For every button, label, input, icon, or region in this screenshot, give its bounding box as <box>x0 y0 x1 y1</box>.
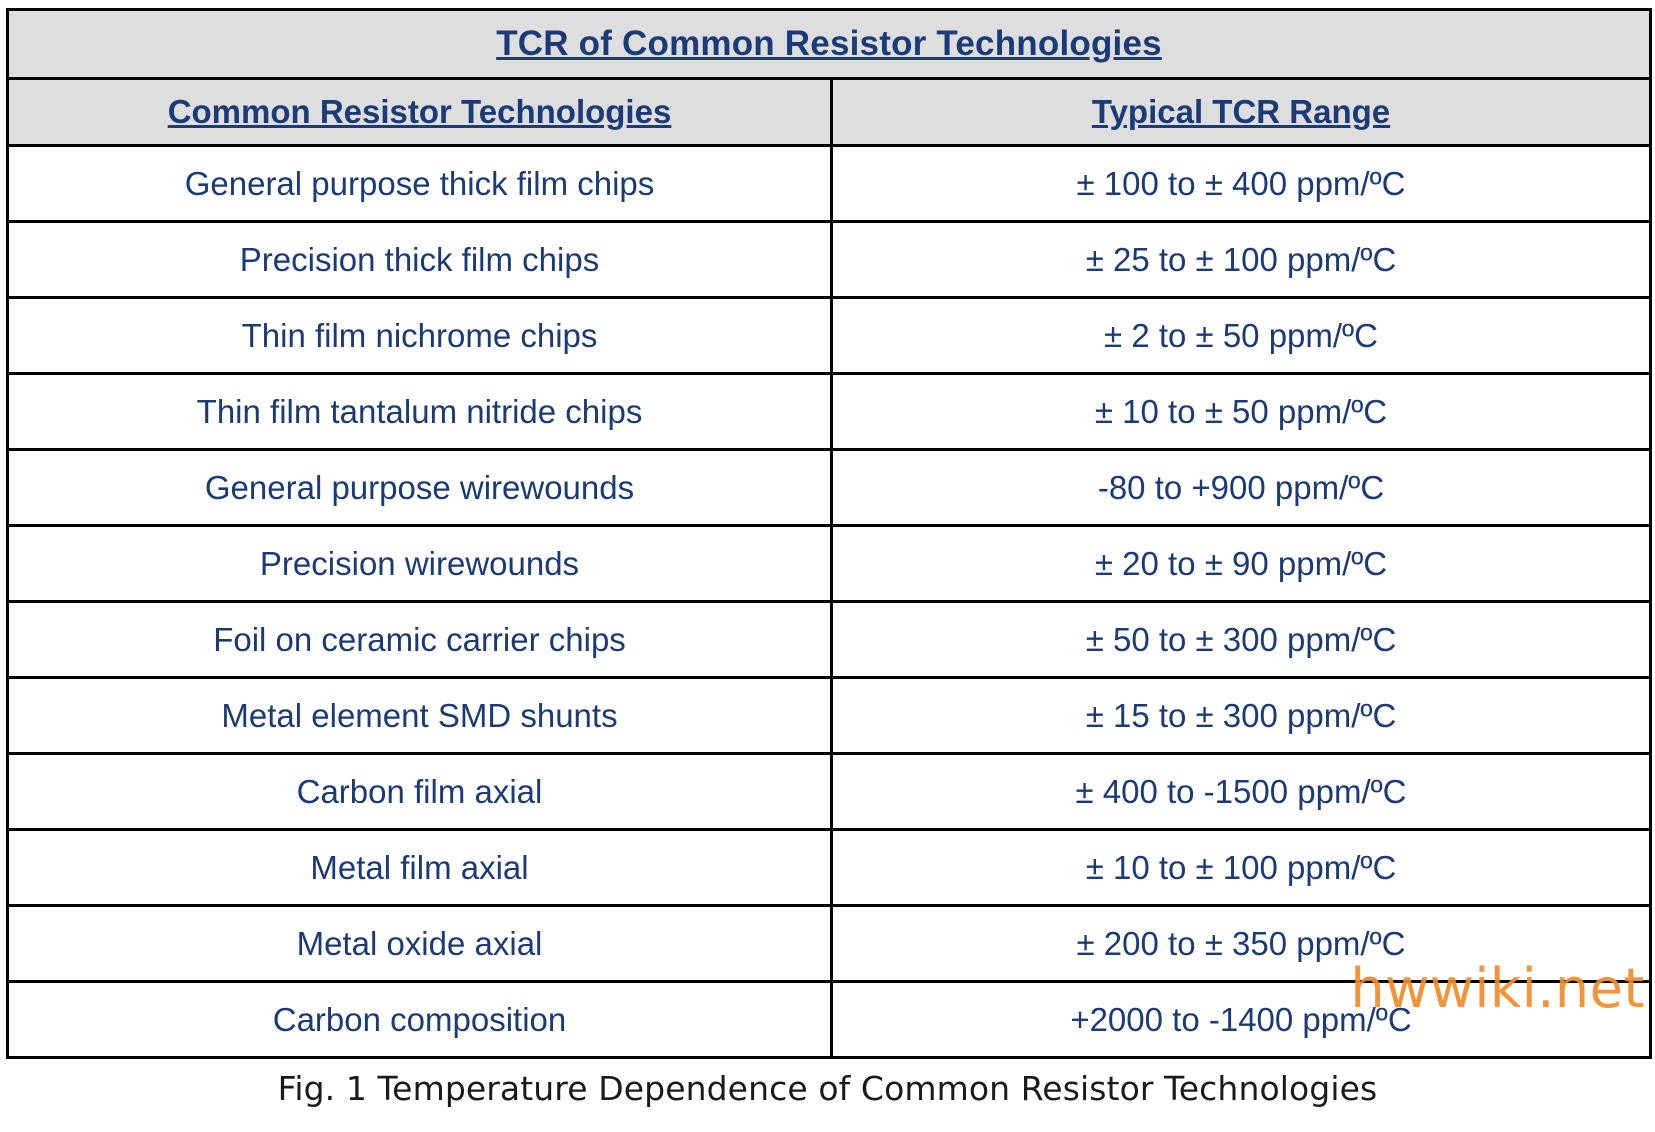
cell-text: ± 2 to ± 50 ppm/ºC <box>1104 316 1378 354</box>
cell-tcr-range <box>832 298 1651 374</box>
cell-text: ± 50 to ± 300 ppm/ºC <box>1085 620 1397 658</box>
cell-text: Metal oxide axial <box>296 924 543 962</box>
cell-text: ± 25 to ± 100 ppm/ºC <box>1085 240 1397 278</box>
cell-text: General purpose wirewounds <box>204 468 635 506</box>
cell-technology <box>8 754 832 830</box>
table-header-row <box>8 79 1651 146</box>
cell-text: Metal element SMD shunts <box>221 696 618 734</box>
table-row <box>8 678 1651 754</box>
cell-tcr-range <box>832 678 1651 754</box>
table-title-cell <box>8 10 1651 79</box>
cell-technology <box>8 526 832 602</box>
table-row <box>8 298 1651 374</box>
cell-technology <box>8 298 832 374</box>
table-title-row <box>8 10 1651 79</box>
table-row <box>8 602 1651 678</box>
table-row <box>8 146 1651 222</box>
cell-text: ± 15 to ± 300 ppm/ºC <box>1085 696 1397 734</box>
cell-text: Precision wirewounds <box>259 544 580 582</box>
cell-text: Metal film axial <box>310 848 529 886</box>
cell-technology <box>8 830 832 906</box>
cell-text: Thin film tantalum nitride chips <box>196 392 643 430</box>
table-row <box>8 754 1651 830</box>
cell-text: General purpose thick film chips <box>184 164 655 202</box>
cell-text: ± 200 to ± 350 ppm/ºC <box>1076 924 1406 962</box>
cell-technology <box>8 450 832 526</box>
cell-technology <box>8 222 832 298</box>
cell-technology <box>8 982 832 1058</box>
cell-tcr-range <box>832 906 1651 982</box>
cell-text: Precision thick film chips <box>239 240 600 278</box>
cell-technology <box>8 906 832 982</box>
cell-text: Carbon composition <box>272 1000 567 1038</box>
table-row <box>8 374 1651 450</box>
cell-tcr-range <box>832 982 1651 1058</box>
cell-text: +2000 to -1400 ppm/ºC <box>1070 1000 1412 1038</box>
table-row <box>8 982 1651 1058</box>
cell-technology <box>8 146 832 222</box>
cell-text: ± 10 to ± 100 ppm/ºC <box>1085 848 1397 886</box>
table-row <box>8 450 1651 526</box>
cell-text: Carbon film axial <box>296 772 543 810</box>
cell-text: Foil on ceramic carrier chips <box>213 620 626 658</box>
document-page <box>0 8 1655 1132</box>
cell-technology <box>8 374 832 450</box>
column-header-technologies <box>8 79 832 146</box>
cell-text: -80 to +900 ppm/ºC <box>1097 468 1385 506</box>
table-row <box>8 526 1651 602</box>
table-row <box>8 222 1651 298</box>
cell-text: ± 10 to ± 50 ppm/ºC <box>1094 392 1388 430</box>
table-row <box>8 906 1651 982</box>
table-body <box>8 10 1651 1058</box>
cell-text: ± 20 to ± 90 ppm/ºC <box>1094 544 1388 582</box>
cell-technology <box>8 678 832 754</box>
column-header-label: Typical TCR Range <box>1091 93 1391 130</box>
cell-tcr-range <box>832 146 1651 222</box>
cell-tcr-range <box>832 450 1651 526</box>
cell-text: ± 400 to -1500 ppm/ºC <box>1075 772 1407 810</box>
cell-tcr-range <box>832 830 1651 906</box>
column-header-label: Common Resistor Technologies <box>167 93 672 130</box>
watermark: hwwiki.net <box>1350 957 1645 1020</box>
cell-tcr-range <box>832 602 1651 678</box>
column-header-tcr-range <box>832 79 1651 146</box>
cell-tcr-range <box>832 526 1651 602</box>
cell-technology <box>8 602 832 678</box>
cell-tcr-range <box>832 754 1651 830</box>
table-row <box>8 830 1651 906</box>
figure-caption: Fig. 1 Temperature Dependence of Common Resistor Technologies <box>277 1069 1378 1108</box>
tcr-table <box>6 8 1652 1059</box>
cell-text: ± 100 to ± 400 ppm/ºC <box>1076 164 1406 202</box>
cell-tcr-range <box>832 222 1651 298</box>
cell-tcr-range <box>832 374 1651 450</box>
cell-text: Thin film nichrome chips <box>241 316 598 354</box>
table-title: TCR of Common Resistor Technologies <box>496 24 1162 63</box>
